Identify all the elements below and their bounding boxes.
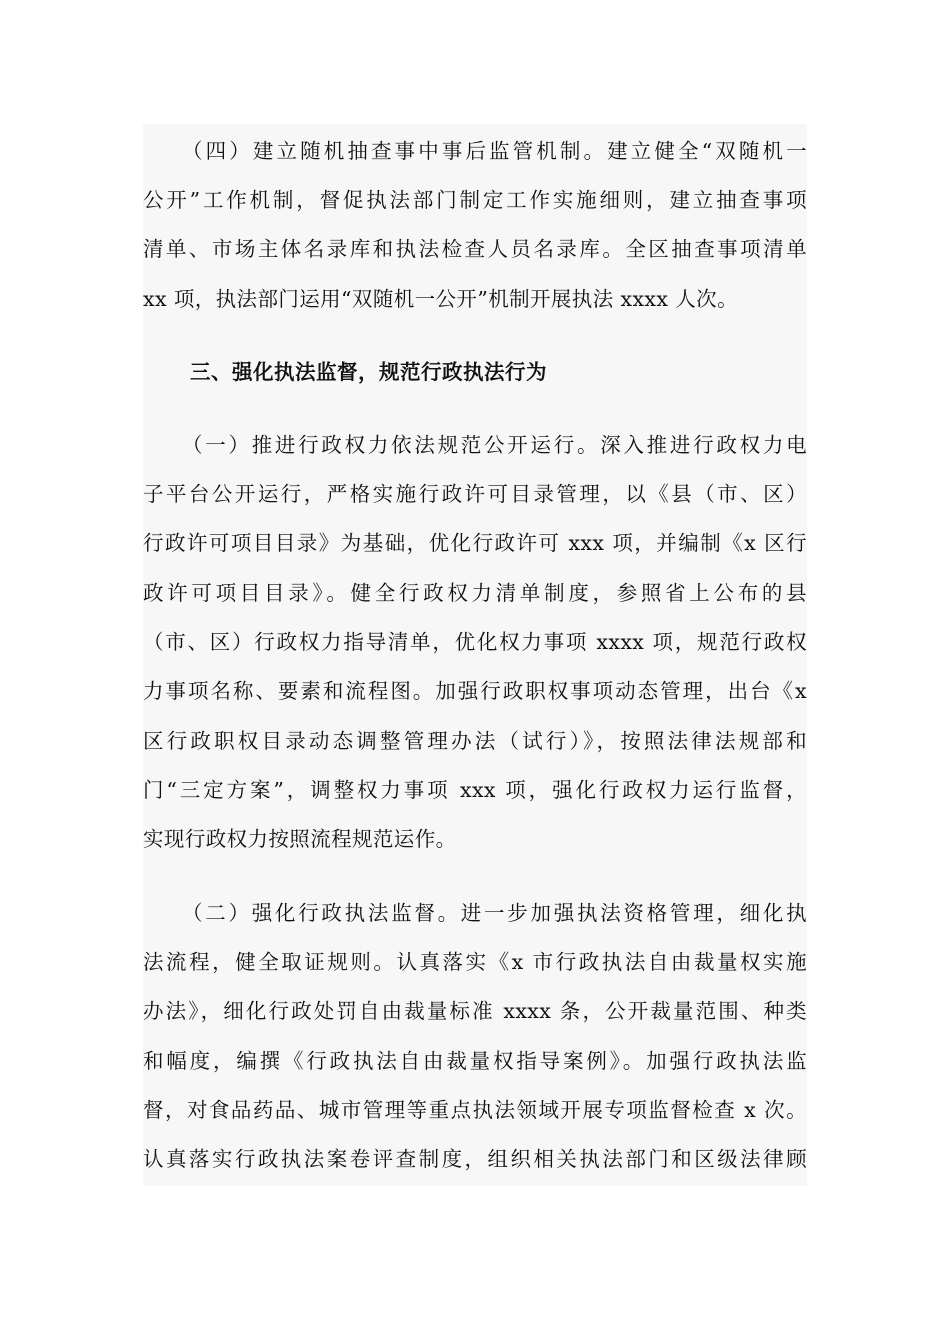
section-3-2-line-1: （二）强化行政执法监督。进一步加强执法资格管理，细化执	[182, 901, 807, 925]
section-3-1-line-6: 力事项名称、要素和流程图。加强行政职权事项动态管理，出台《x	[143, 679, 807, 703]
section-3-1-line-4: 政许可项目目录》。健全行政权力清单制度，参照省上公布的县	[143, 581, 807, 605]
section-4-line-1: （四）建立随机抽查事中事后监管机制。建立健全“双随机一	[182, 139, 807, 163]
section-4-line-3: 清单、市场主体名录库和执法检查人员名录库。全区抽查事项清单	[143, 237, 807, 261]
section-4-line-2: 公开”工作机制，督促执法部门制定工作实施细则，建立抽查事项	[143, 188, 807, 212]
section-3-2-line-5: 督，对食品药品、城市管理等重点执法领域开展专项监督检查 x 次。	[143, 1098, 807, 1122]
section-3-1-line-5: （市、区）行政权力指导清单，优化权力事项 xxxx 项，规范行政权	[143, 630, 807, 654]
section-3-2-line-3: 办法》，细化行政处罚自由裁量标准 xxxx 条，公开裁量范围、种类	[143, 999, 807, 1023]
section-3-2-line-4: 和幅度，编撰《行政执法自由裁量权指导案例》。加强行政执法监	[143, 1049, 807, 1073]
section-3-1-line-2: 子平台公开运行，严格实施行政许可目录管理，以《县（市、区）	[143, 482, 807, 506]
section-3-1-line-8: 门“三定方案”，调整权力事项 xxx 项，强化行政权力运行监督，	[143, 778, 807, 802]
section-3-heading: 三、强化执法监督，规范行政执法行为	[190, 360, 547, 384]
section-3-2-line-6: 认真落实行政执法案卷评查制度，组织相关执法部门和区级法律顾	[143, 1147, 807, 1171]
section-3-1-line-9: 实现行政权力按照流程规范运作。	[143, 827, 457, 851]
section-3-2-line-2: 法流程，健全取证规则。认真落实《x 市行政执法自由裁量权实施	[143, 950, 807, 974]
section-3-1-line-3: 行政许可项目目录》为基础，优化行政许可 xxx 项，并编制《x 区行	[143, 531, 807, 555]
document-text-block	[143, 124, 807, 1186]
section-3-1-line-7: 区行政职权目录动态调整管理办法（试行）》，按照法律法规部和	[143, 729, 807, 753]
section-3-1-line-1: （一）推进行政权力依法规范公开运行。深入推进行政权力电	[182, 433, 807, 457]
section-4-line-4: xx 项，执法部门运用“双随机一公开”机制开展执法 xxxx 人次。	[143, 287, 738, 311]
